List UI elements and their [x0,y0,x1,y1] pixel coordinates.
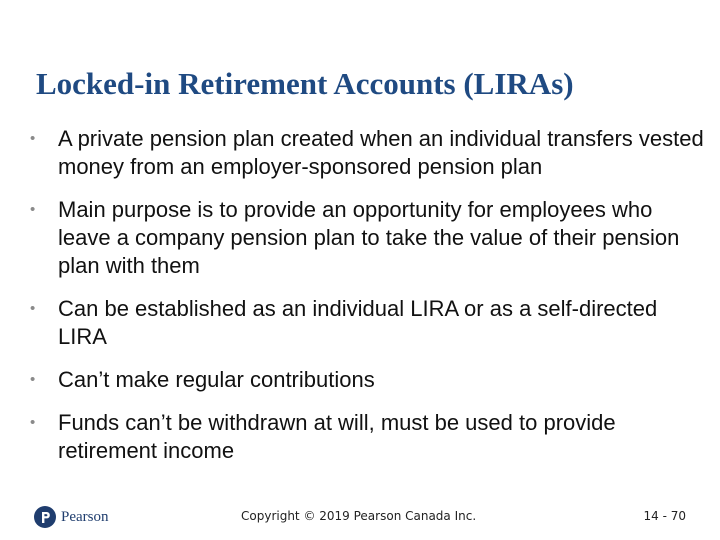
bullet-text: Main purpose is to provide an opportunity for employees who leave a company pension plan to take the value of their pension plan with them [58,197,680,278]
bullet-marker: • [30,371,36,388]
bullet-marker: • [30,130,36,147]
bullet-marker: • [30,201,36,218]
page-number: 14 - 70 [643,509,686,523]
bullet-item [24,409,704,465]
bullet-text: Funds can’t be withdrawn at will, must be used to provide retirement income [58,410,616,463]
bullet-item [24,125,704,181]
bullet-text: Can be established as an individual LIRA or as a self-directed LIRA [58,296,658,349]
bullet-item [24,196,704,280]
bullet-text: A private pension plan created when an individual transfers vested money from an employer-sponsored pension plan [58,126,704,179]
bullet-item [24,366,704,394]
bullet-text: Can’t make regular contributions [58,367,375,392]
bullet-marker: • [30,300,36,317]
slide-title: Locked-in Retirement Accounts (LIRAs) [36,66,574,101]
copyright-notice: Copyright © 2019 Pearson Canada Inc. [241,509,477,523]
pearson-logo [34,505,109,529]
bullet-item [24,295,704,351]
pearson-logo-text: Pearson [61,508,109,525]
pearson-p-icon [34,506,56,528]
bullet-marker: • [30,414,36,431]
bullet-list [24,125,704,480]
